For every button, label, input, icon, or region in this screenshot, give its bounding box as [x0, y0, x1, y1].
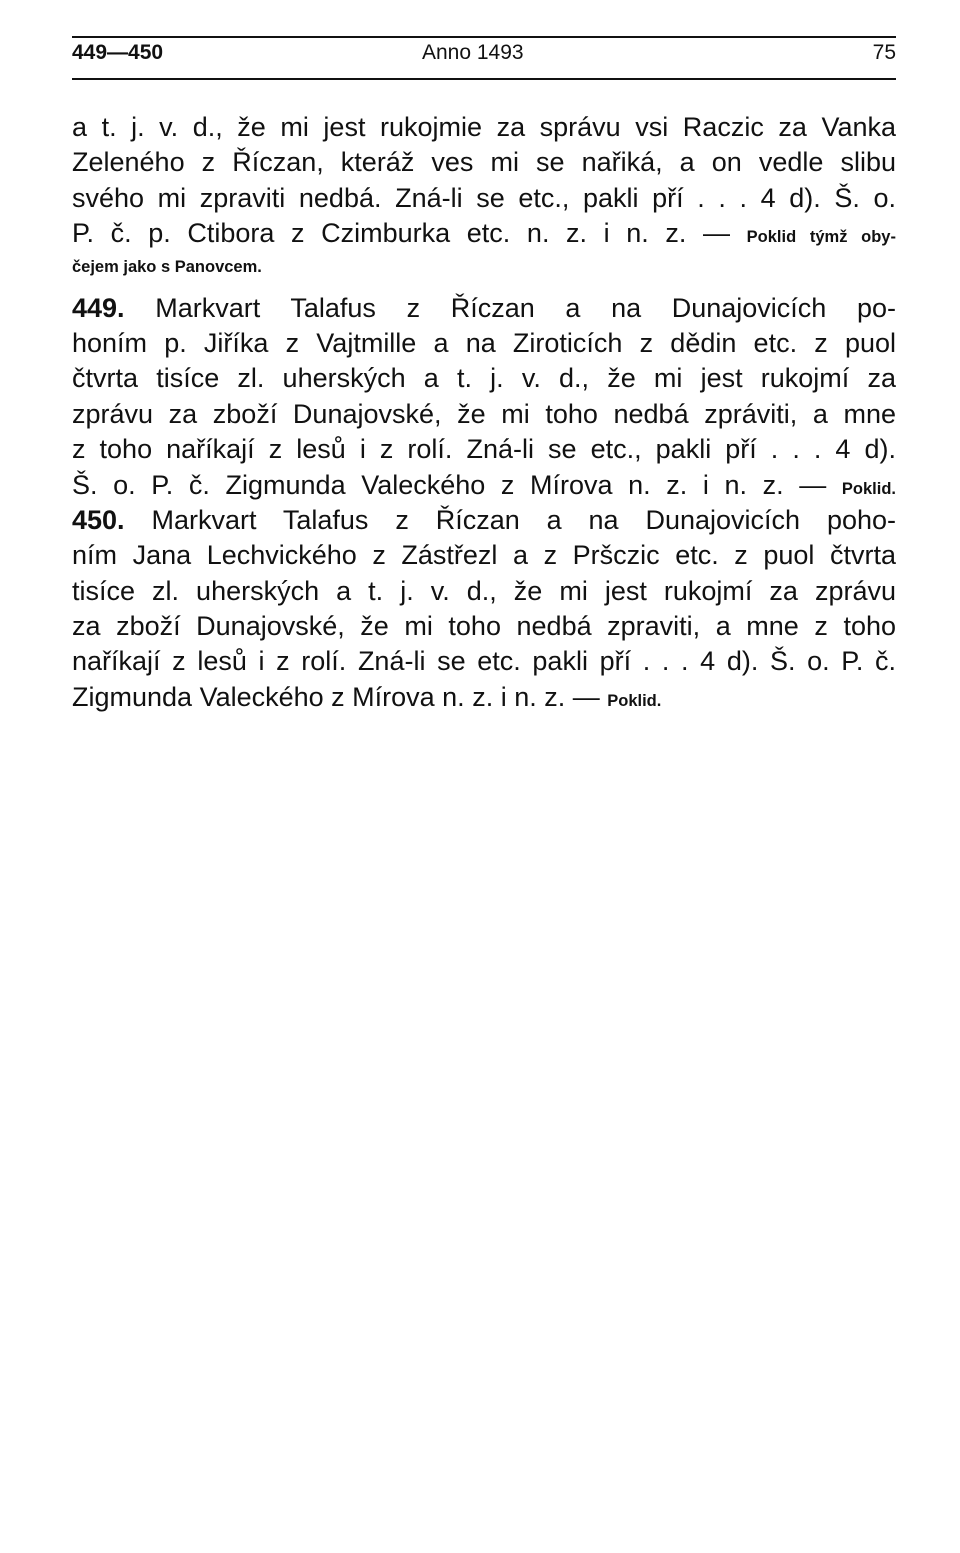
entry-450-line: naříkají z lesů i z rolí. Zná-li se etc. pakli pří . . . 4 d). Š. o. P. č.: [72, 646, 896, 677]
para1-note-line: čejem jako s Panovcem.: [72, 257, 262, 276]
para1-line: svého mi zpraviti nedbá. Zná-li se etc., pakli pří . . . 4 d). Š. o.: [72, 182, 896, 213]
para1-text: P. č. p. Ctibora z Czimburka etc. n. z. i n. z. —: [72, 218, 731, 249]
entry-449-line: zprávu za zboží Dunajovské, že mi toho nedbá zpráviti, a mne: [72, 398, 896, 429]
body-text: [72, 110, 896, 715]
para1-line: a t. j. v. d., že mi jest rukojmie za správu vsi Raczic za Vanka: [72, 112, 896, 142]
entry-450-line: [72, 503, 896, 538]
entry-449-line: [72, 291, 896, 326]
entry-text: Š. o. P. č. Zigmunda Valeckého z Mírova n. z. i n. z. —: [72, 469, 827, 500]
entry-449-line: [72, 468, 896, 503]
entry-449-line: honím p. Jiříka z Vajtmille a na Ziroticích z dědin etc. z puol: [72, 327, 896, 358]
entry-450-line: [72, 680, 896, 715]
page-number: 75: [872, 41, 896, 64]
note-small: Poklid.: [841, 479, 896, 498]
entry-number: 449.: [72, 292, 125, 323]
running-title: Anno 1493: [422, 41, 524, 64]
entry-449-line: z toho naříkají z lesů i z rolí. Zná-li se etc., pakli pří . . . 4 d).: [72, 434, 896, 465]
entry-text: Zigmunda Valeckého z Mírova n. z. i n. z. —: [72, 681, 600, 712]
entry-text: Markvart Talafus z Říczan a na Dunajovicích poho-: [151, 504, 896, 535]
entry-number: 450.: [72, 504, 125, 535]
entry-text: Markvart Talafus z Říczan a na Dunajovicích po-: [155, 292, 896, 323]
para1-line: Zeleného z Říczan, kteráž ves mi se nařiká, a on vedle slibu: [72, 147, 896, 178]
note-small: Poklid týmž oby-: [746, 228, 896, 247]
entry-449-line: čtvrta tisíce zl. uherských a t. j. v. d., že mi jest rukojmí za: [72, 363, 896, 394]
entry-450-line: za zboží Dunajovské, že mi toho nedbá zpraviti, a mne z toho: [72, 611, 896, 642]
entry-450-line: ním Jana Lechvického z Zástřezl a z Pršczic etc. z puol čtvrta: [72, 540, 896, 571]
para1-line: [72, 216, 896, 251]
entry-450-line: tisíce zl. uherských a t. j. v. d., že mi jest rukojmí za zprávu: [72, 575, 896, 606]
entry-range: 449—450: [72, 41, 164, 64]
note-small: Poklid.: [607, 691, 662, 710]
page-header: [72, 36, 896, 80]
